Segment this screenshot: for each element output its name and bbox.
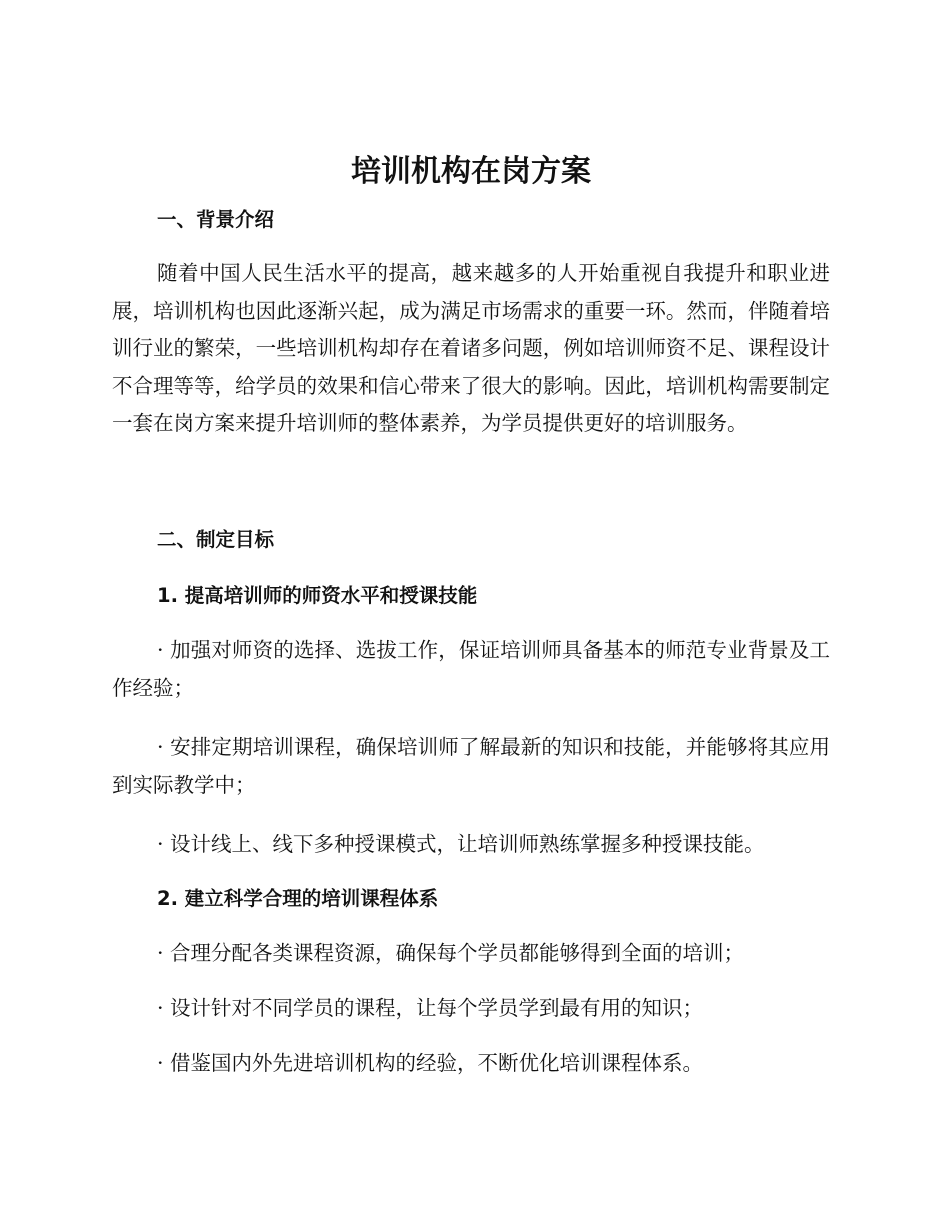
list-item: · 安排定期培训课程，确保培训师了解最新的知识和技能，并能够将其应用到实际教学中； (112, 735, 830, 797)
section-heading-goals: 二、制定目标 (157, 528, 275, 551)
section-heading-background: 一、背景介绍 (157, 208, 275, 231)
list-item: · 借鉴国内外先进培训机构的经验，不断优化培训课程体系。 (157, 1051, 704, 1075)
document-title: 培训机构在岗方案 (351, 154, 591, 189)
subsection-heading-1: 1. 提高培训师的师资水平和授课技能 (157, 584, 478, 607)
list-item: · 设计针对不同学员的课程，让每个学员学到最有用的知识； (157, 996, 704, 1020)
list-item: · 加强对师资的选择、选拔工作，保证培训师具备基本的师范专业背景及工作经验； (112, 638, 830, 700)
subsection-heading-2: 2. 建立科学合理的培训课程体系 (157, 887, 439, 910)
list-item: · 合理分配各类课程资源，确保每个学员都能够得到全面的培训； (157, 941, 745, 965)
list-item: · 设计线上、线下多种授课模式，让培训师熟练掌握多种授课技能。 (157, 832, 765, 856)
background-paragraph: 随着中国人民生活水平的提高，越来越多的人开始重视自我提升和职业进展，培训机构也因此逐渐兴起，成为满足市场需求的重要一环。然而，伴随着培训行业的繁荣，一些培训机构却存在着诸多问题，例如培训师资不足、课程设计不合理等等，给学员的效果和信心带来了很大的影响。因此，培训机构需要制定一套在岗方案来提升培训师的整体素养，为学员提供更好的培训服务。 (112, 261, 830, 435)
